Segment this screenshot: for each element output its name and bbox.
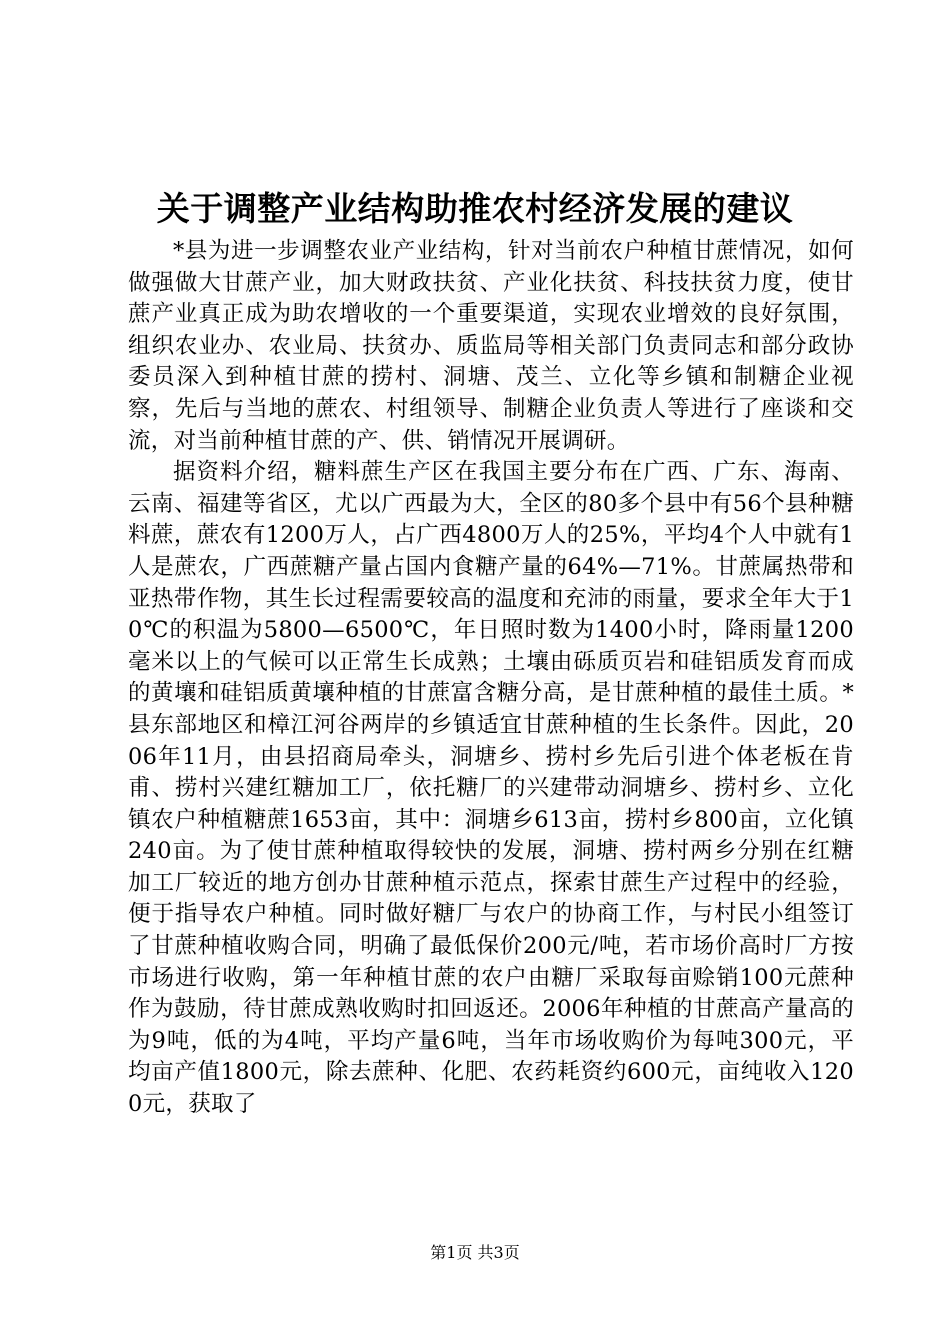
document-body [128, 236, 854, 1121]
page-footer: 第1页 共3页 [430, 1243, 520, 1262]
paragraph-2: 据资料介绍，糖料蔗生产区在我国主要分布在广西、广东、海南、云南、福建等省区，尤以广西最为大，全区的80多个县中有56个县种糖料蔗，蔗农有1200万人，占广西4800万人的25%，平均4个人中就有1人是蔗农，广西蔗糖产量占国内食糖产量的64%—71%。甘蔗属热带和亚热带作物，其生长过程需要较高的温度和充沛的雨量，要求全年大于10℃的积温为5800—6500℃，年日照时数为1400小时，降雨量1200毫米以上的气候可以正常生长成熟；土壤由砾质页岩和硅铝质发育而成的黄壤和硅铝质黄壤种植的甘蔗富含糖分高，是甘蔗种植的最佳土质。*县东部地区和樟江河谷两岸的乡镇适宜甘蔗种植的生长条件。因此，2006年11月，由县招商局牵头，洞塘乡、捞村乡先后引进个体老板在肯甫、捞村兴建红糖加工厂，依托糖厂的兴建带动洞塘乡、捞村乡、立化镇农户种植糖蔗1653亩，其中：洞塘乡613亩，捞村乡800亩，立化镇240亩。为了使甘蔗种植取得较快的发展，洞塘、捞村两乡分别在红糖加工厂较近的地方创办甘蔗种植示范点，探索甘蔗生产过程中的经验，便于指导农户种植。同时做好糖厂与农户的协商工作，与村民小组签订了甘蔗种植收购合同，明确了最低保价200元/吨，若市场价高时厂方按市场进行收购，第一年种植甘蔗的农户由糖厂采取每亩赊销100元蔗种作为鼓励，待甘蔗成熟收购时扣回返还。2006年种植的甘蔗高产量高的为9吨，低的为4吨，平均产量6吨，当年市场收购价为每吨300元，平均亩产值1800元，除去蔗种、化肥、农药耗资约600元，亩纯收入1200元，获取了 [128, 459, 854, 1118]
paragraph-1: *县为进一步调整农业产业结构，针对当前农户种植甘蔗情况，如何做强做大甘蔗产业，加大财政扶贫、产业化扶贫、科技扶贫力度，使甘蔗产业真正成为助农增收的一个重要渠道，实现农业增效的良好氛围，组织农业办、农业局、扶贫办、质监局等相关部门负责同志和部分政协委员深入到种植甘蔗的捞村、洞塘、茂兰、立化等乡镇和制糖企业视察，先后与当地的蔗农、村组领导、制糖企业负责人等进行了座谈和交流，对当前种植甘蔗的产、供、销情况开展调研。 [128, 238, 854, 454]
document-title: 关于调整产业结构助推农村经济发展的建议 [156, 189, 794, 228]
